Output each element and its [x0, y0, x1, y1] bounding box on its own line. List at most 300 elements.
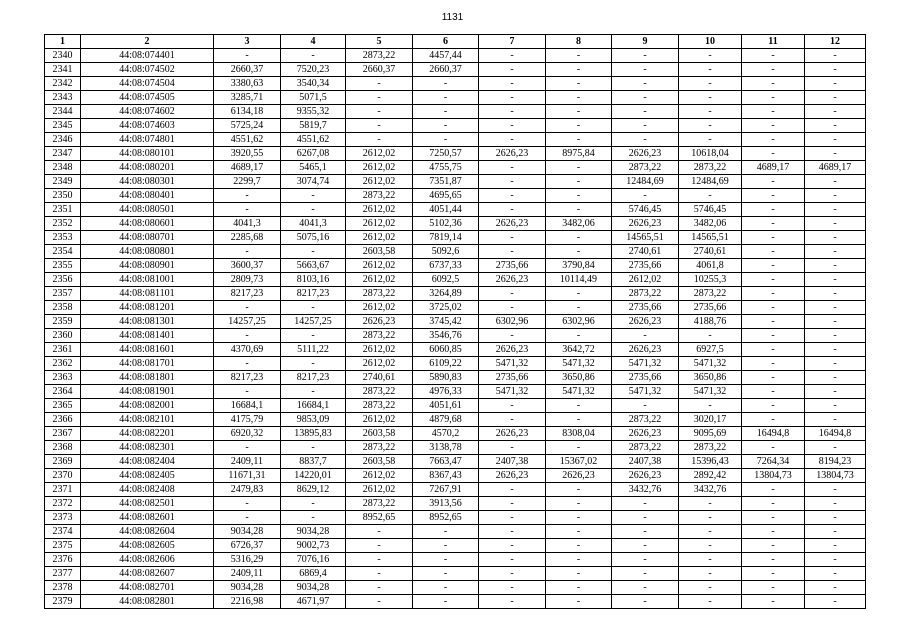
table-cell: 2873,22: [346, 329, 413, 343]
table-cell: 3790,84: [546, 259, 612, 273]
table-cell: 2626,23: [612, 217, 679, 231]
table-cell: 13895,83: [281, 427, 346, 441]
table-cell: 44:08:080501: [81, 203, 214, 217]
table-row: [45, 49, 866, 63]
table-cell: -: [346, 119, 413, 133]
table-row: [45, 161, 866, 175]
table-cell: -: [805, 259, 866, 273]
table-cell: 2735,66: [479, 371, 546, 385]
table-cell: -: [805, 553, 866, 567]
table-cell: -: [479, 175, 546, 189]
table-row: [45, 119, 866, 133]
table-cell: 13804,73: [805, 469, 866, 483]
table-cell: 2612,02: [346, 147, 413, 161]
table-cell: 2371: [45, 483, 81, 497]
table-cell: 2735,66: [612, 301, 679, 315]
table-cell: -: [546, 77, 612, 91]
table-cell: 2873,22: [346, 287, 413, 301]
table-cell: -: [742, 203, 805, 217]
table-cell: 2660,37: [346, 63, 413, 77]
table-cell: 4188,76: [679, 315, 742, 329]
table-cell: 44:08:080101: [81, 147, 214, 161]
table-cell: 3920,55: [214, 147, 281, 161]
table-cell: 9355,32: [281, 105, 346, 119]
table-cell: 2873,22: [346, 441, 413, 455]
table-cell: 2216,98: [214, 595, 281, 609]
table-cell: 3380,63: [214, 77, 281, 91]
table-cell: -: [281, 329, 346, 343]
table-cell: 5111,22: [281, 343, 346, 357]
table-cell: 14565,51: [612, 231, 679, 245]
table-cell: -: [805, 567, 866, 581]
table-cell: 2345: [45, 119, 81, 133]
table-cell: 44:08:074401: [81, 49, 214, 63]
table-cell: 5471,32: [612, 357, 679, 371]
table-cell: 7250,57: [413, 147, 479, 161]
table-cell: 2735,66: [479, 259, 546, 273]
table-cell: -: [742, 567, 805, 581]
table-cell: -: [805, 119, 866, 133]
table-cell: 2612,02: [346, 413, 413, 427]
table-cell: -: [679, 133, 742, 147]
table-cell: 44:08:080401: [81, 189, 214, 203]
table-cell: -: [805, 133, 866, 147]
table-cell: 2873,22: [612, 441, 679, 455]
table-cell: 4689,17: [805, 161, 866, 175]
table-cell: 44:08:082001: [81, 399, 214, 413]
table-cell: 5465,1: [281, 161, 346, 175]
table-cell: 4671,97: [281, 595, 346, 609]
table-cell: 5890,83: [413, 371, 479, 385]
table-cell: 3600,37: [214, 259, 281, 273]
table-cell: -: [805, 385, 866, 399]
table-cell: -: [479, 245, 546, 259]
table-cell: -: [742, 287, 805, 301]
table-cell: -: [546, 49, 612, 63]
table-cell: -: [742, 581, 805, 595]
table-cell: 8975,84: [546, 147, 612, 161]
table-cell: -: [679, 119, 742, 133]
table-cell: -: [413, 77, 479, 91]
table-cell: 2342: [45, 77, 81, 91]
table-cell: -: [742, 483, 805, 497]
table-cell: 44:08:080201: [81, 161, 214, 175]
table-cell: 44:08:080701: [81, 231, 214, 245]
table-cell: -: [479, 301, 546, 315]
table-cell: -: [742, 49, 805, 63]
table-cell: -: [805, 371, 866, 385]
table-cell: 3285,71: [214, 91, 281, 105]
table-cell: -: [742, 441, 805, 455]
table-cell: 2873,22: [612, 287, 679, 301]
table-cell: 44:08:080801: [81, 245, 214, 259]
table-cell: -: [805, 581, 866, 595]
table-cell: 6302,96: [546, 315, 612, 329]
table-cell: 3432,76: [679, 483, 742, 497]
table-cell: -: [281, 203, 346, 217]
table-cell: 10114,49: [546, 273, 612, 287]
table-cell: -: [805, 301, 866, 315]
table-cell: -: [546, 245, 612, 259]
table-cell: 3540,34: [281, 77, 346, 91]
table-cell: 2612,02: [346, 483, 413, 497]
table-cell: 9034,28: [281, 581, 346, 595]
table-cell: 44:08:082101: [81, 413, 214, 427]
table-cell: -: [346, 525, 413, 539]
table-cell: 2370: [45, 469, 81, 483]
column-header-12: 12: [805, 35, 866, 49]
table-cell: -: [612, 553, 679, 567]
table-cell: 6927,5: [679, 343, 742, 357]
table-cell: 8952,65: [413, 511, 479, 525]
table-cell: 44:08:082701: [81, 581, 214, 595]
table-cell: 7267,91: [413, 483, 479, 497]
table-cell: -: [214, 245, 281, 259]
table-row: [45, 427, 866, 441]
table-cell: -: [805, 595, 866, 609]
table-row: [45, 539, 866, 553]
table-row: [45, 287, 866, 301]
table-cell: 5819,7: [281, 119, 346, 133]
table-cell: -: [742, 231, 805, 245]
table-cell: -: [479, 203, 546, 217]
table-cell: 7076,16: [281, 553, 346, 567]
table-cell: 6737,33: [413, 259, 479, 273]
table-cell: 8367,43: [413, 469, 479, 483]
table-cell: 6092,5: [413, 273, 479, 287]
table-cell: -: [805, 539, 866, 553]
table-cell: -: [546, 329, 612, 343]
table-cell: 3264,89: [413, 287, 479, 301]
table-cell: 2603,58: [346, 245, 413, 259]
table-cell: 4976,33: [413, 385, 479, 399]
table-cell: -: [612, 511, 679, 525]
table-cell: 2873,22: [679, 287, 742, 301]
table-cell: 2364: [45, 385, 81, 399]
table-cell: 3642,72: [546, 343, 612, 357]
table-cell: 44:08:082607: [81, 567, 214, 581]
header-row: [45, 35, 866, 49]
table-cell: -: [805, 203, 866, 217]
table-cell: 8217,23: [214, 371, 281, 385]
table-cell: -: [281, 49, 346, 63]
table-row: [45, 245, 866, 259]
table-cell: 2735,66: [612, 259, 679, 273]
table-row: [45, 497, 866, 511]
table-cell: -: [679, 77, 742, 91]
table-cell: -: [546, 567, 612, 581]
table-cell: 44:08:082801: [81, 595, 214, 609]
table-row: [45, 147, 866, 161]
table-cell: -: [479, 119, 546, 133]
table-row: [45, 385, 866, 399]
table-cell: -: [742, 91, 805, 105]
table-cell: 2350: [45, 189, 81, 203]
table-cell: -: [479, 231, 546, 245]
table-cell: -: [805, 287, 866, 301]
table-cell: 44:08:081701: [81, 357, 214, 371]
table-cell: 44:08:074504: [81, 77, 214, 91]
table-cell: 2612,02: [346, 469, 413, 483]
table-cell: -: [479, 567, 546, 581]
table-cell: 2612,02: [346, 357, 413, 371]
table-cell: 5471,32: [479, 357, 546, 371]
table-row: [45, 553, 866, 567]
table-cell: -: [413, 567, 479, 581]
table-cell: 4041,3: [214, 217, 281, 231]
table-cell: 2375: [45, 539, 81, 553]
table-cell: -: [546, 91, 612, 105]
table-cell: 5092,6: [413, 245, 479, 259]
table-cell: 2603,58: [346, 455, 413, 469]
table-cell: -: [742, 413, 805, 427]
table-cell: 2341: [45, 63, 81, 77]
table-cell: 2740,61: [679, 245, 742, 259]
table-cell: 4551,62: [281, 133, 346, 147]
table-cell: 2346: [45, 133, 81, 147]
table-cell: 4175,79: [214, 413, 281, 427]
table-cell: -: [546, 119, 612, 133]
table-cell: -: [546, 105, 612, 119]
table-cell: -: [612, 525, 679, 539]
table-cell: 2612,02: [346, 217, 413, 231]
table-cell: -: [742, 315, 805, 329]
table-cell: 44:08:081801: [81, 371, 214, 385]
table-cell: -: [612, 189, 679, 203]
table-cell: 5316,29: [214, 553, 281, 567]
table-cell: 14257,25: [214, 315, 281, 329]
table-cell: -: [679, 511, 742, 525]
table-cell: 2873,22: [346, 189, 413, 203]
table-cell: 3725,02: [413, 301, 479, 315]
column-header-10: 10: [679, 35, 742, 49]
table-cell: 44:08:082404: [81, 455, 214, 469]
table-cell: -: [679, 567, 742, 581]
table-cell: 2344: [45, 105, 81, 119]
table-cell: -: [479, 77, 546, 91]
table-row: [45, 105, 866, 119]
table-cell: 4570,2: [413, 427, 479, 441]
table-cell: -: [679, 581, 742, 595]
table-cell: 4041,3: [281, 217, 346, 231]
table-row: [45, 133, 866, 147]
table-cell: 44:08:081301: [81, 315, 214, 329]
table-cell: 2366: [45, 413, 81, 427]
table-row: [45, 357, 866, 371]
table-cell: 8629,12: [281, 483, 346, 497]
table-cell: 44:08:081401: [81, 329, 214, 343]
table-cell: -: [546, 581, 612, 595]
table-cell: 2735,66: [612, 371, 679, 385]
table-cell: 2740,61: [612, 245, 679, 259]
table-cell: -: [679, 189, 742, 203]
table-cell: -: [479, 497, 546, 511]
table-cell: -: [679, 539, 742, 553]
table-cell: 2740,61: [346, 371, 413, 385]
table-cell: 2368: [45, 441, 81, 455]
table-cell: 2349: [45, 175, 81, 189]
column-header-7: 7: [479, 35, 546, 49]
table-cell: -: [612, 497, 679, 511]
table-cell: 2612,02: [346, 203, 413, 217]
table-cell: -: [546, 399, 612, 413]
table-cell: -: [805, 357, 866, 371]
table-cell: -: [413, 119, 479, 133]
table-cell: 44:08:082606: [81, 553, 214, 567]
table-cell: -: [214, 301, 281, 315]
table-cell: 5102,36: [413, 217, 479, 231]
table-cell: -: [742, 77, 805, 91]
table-row: [45, 413, 866, 427]
table-row: [45, 581, 866, 595]
table-cell: -: [346, 77, 413, 91]
table-cell: 9034,28: [214, 525, 281, 539]
table-cell: -: [346, 595, 413, 609]
table-cell: -: [214, 329, 281, 343]
table-cell: -: [546, 595, 612, 609]
table-cell: 6134,18: [214, 105, 281, 119]
table-row: [45, 189, 866, 203]
table-cell: -: [546, 413, 612, 427]
table-row: [45, 63, 866, 77]
table-cell: -: [479, 581, 546, 595]
table-cell: 44:08:082405: [81, 469, 214, 483]
table-cell: -: [612, 133, 679, 147]
table-cell: 2347: [45, 147, 81, 161]
table-cell: 2362: [45, 357, 81, 371]
table-row: [45, 483, 866, 497]
table-cell: -: [612, 567, 679, 581]
table-cell: 44:08:081901: [81, 385, 214, 399]
table-cell: -: [214, 189, 281, 203]
table-cell: -: [413, 525, 479, 539]
table-cell: 2873,22: [612, 161, 679, 175]
table-cell: -: [612, 329, 679, 343]
table-cell: 2873,22: [679, 161, 742, 175]
table-cell: -: [742, 105, 805, 119]
table-cell: -: [281, 511, 346, 525]
table-cell: 44:08:082501: [81, 497, 214, 511]
table-cell: -: [742, 273, 805, 287]
table-cell: 2660,37: [413, 63, 479, 77]
table-cell: 2340: [45, 49, 81, 63]
table-cell: 16684,1: [214, 399, 281, 413]
table-cell: 9002,73: [281, 539, 346, 553]
table-cell: 44:08:082605: [81, 539, 214, 553]
table-cell: 7663,47: [413, 455, 479, 469]
table-row: [45, 441, 866, 455]
table-cell: 2626,23: [479, 273, 546, 287]
table-cell: -: [346, 133, 413, 147]
table-cell: 44:08:074801: [81, 133, 214, 147]
table-cell: -: [612, 399, 679, 413]
table-cell: 2409,11: [214, 455, 281, 469]
table-cell: 6920,32: [214, 427, 281, 441]
table-cell: 4051,44: [413, 203, 479, 217]
table-cell: -: [546, 231, 612, 245]
table-cell: 2873,22: [679, 441, 742, 455]
table-cell: 6109,22: [413, 357, 479, 371]
table-cell: 44:08:074502: [81, 63, 214, 77]
table-cell: -: [612, 595, 679, 609]
table-cell: -: [281, 245, 346, 259]
table-cell: 8194,23: [805, 455, 866, 469]
table-cell: 2409,11: [214, 567, 281, 581]
table-cell: 44:08:082604: [81, 525, 214, 539]
table-cell: 2626,23: [479, 469, 546, 483]
column-header-3: 3: [214, 35, 281, 49]
table-cell: 4689,17: [742, 161, 805, 175]
table-cell: 44:08:081001: [81, 273, 214, 287]
table-cell: -: [679, 525, 742, 539]
table-cell: -: [479, 287, 546, 301]
table-cell: -: [413, 553, 479, 567]
table-cell: 2626,23: [479, 147, 546, 161]
table-cell: 5471,32: [479, 385, 546, 399]
table-cell: 2612,02: [612, 273, 679, 287]
table-cell: 2735,66: [679, 301, 742, 315]
table-cell: 6869,4: [281, 567, 346, 581]
table-cell: -: [346, 581, 413, 595]
table-row: [45, 567, 866, 581]
table-cell: -: [805, 329, 866, 343]
table-cell: 5471,32: [612, 385, 679, 399]
table-header: [45, 35, 866, 49]
table-cell: -: [546, 175, 612, 189]
table-cell: 2873,22: [612, 413, 679, 427]
table-cell: 2892,42: [679, 469, 742, 483]
table-cell: 5746,45: [679, 203, 742, 217]
table-cell: 8217,23: [214, 287, 281, 301]
data-table: [44, 34, 866, 609]
table-cell: 3482,06: [546, 217, 612, 231]
table-cell: 5746,45: [612, 203, 679, 217]
table-row: [45, 315, 866, 329]
table-cell: -: [679, 49, 742, 63]
table-cell: -: [546, 497, 612, 511]
table-cell: 44:08:082408: [81, 483, 214, 497]
table-cell: 5471,32: [546, 357, 612, 371]
table-cell: -: [742, 259, 805, 273]
table-cell: -: [805, 175, 866, 189]
table-cell: 2376: [45, 553, 81, 567]
table-cell: 2626,23: [612, 315, 679, 329]
table-cell: 9853,09: [281, 413, 346, 427]
table-cell: 44:08:081601: [81, 343, 214, 357]
table-cell: 16494,8: [742, 427, 805, 441]
table-cell: -: [546, 525, 612, 539]
table-cell: -: [742, 497, 805, 511]
column-header-5: 5: [346, 35, 413, 49]
table-cell: 2365: [45, 399, 81, 413]
table-cell: 14220,01: [281, 469, 346, 483]
table-cell: 4457,44: [413, 49, 479, 63]
table-cell: 2363: [45, 371, 81, 385]
table-cell: 3020,17: [679, 413, 742, 427]
table-cell: 2361: [45, 343, 81, 357]
table-cell: -: [612, 91, 679, 105]
column-header-9: 9: [612, 35, 679, 49]
column-header-8: 8: [546, 35, 612, 49]
table-cell: -: [805, 413, 866, 427]
table-cell: -: [479, 189, 546, 203]
table-row: [45, 469, 866, 483]
table-row: [45, 343, 866, 357]
table-cell: 2626,23: [612, 147, 679, 161]
table-row: [45, 371, 866, 385]
table-cell: -: [479, 595, 546, 609]
table-cell: 10618,04: [679, 147, 742, 161]
